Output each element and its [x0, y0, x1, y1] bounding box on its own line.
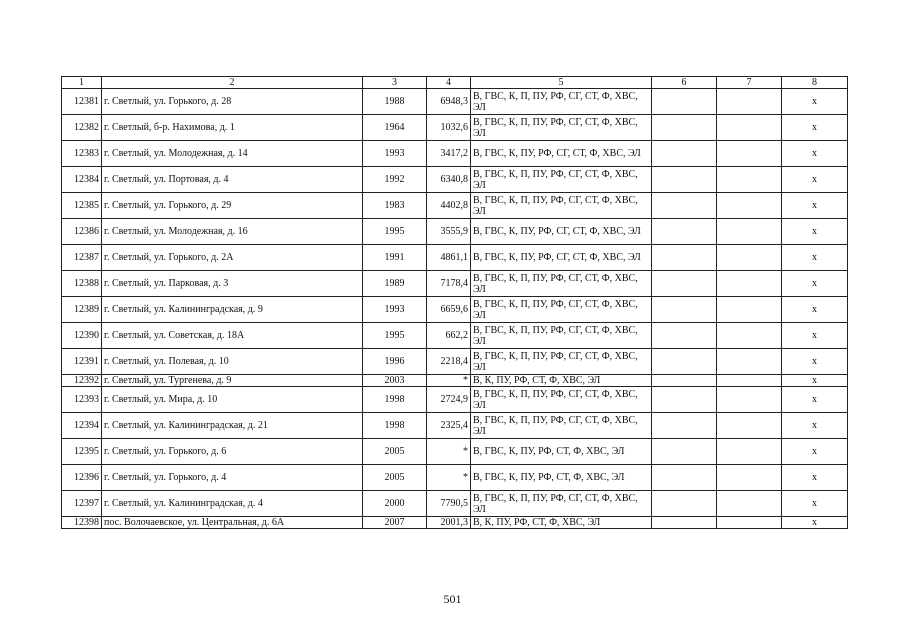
page-number: 501: [443, 592, 462, 606]
systems-cell: В, ГВС, К, П, ПУ, РФ, СГ, СТ, Ф, ХВС, ЭЛ: [471, 271, 652, 297]
area-cell: 662,2: [427, 323, 471, 349]
col8-mark-cell: х: [782, 141, 848, 167]
address-cell: г. Светлый, ул. Калининградская, д. 21: [102, 413, 363, 439]
area-cell: 2218,4: [427, 349, 471, 375]
year-cell: 2005: [363, 465, 427, 491]
col7-cell: [717, 517, 782, 529]
systems-cell: В, К, ПУ, РФ, СТ, Ф, ХВС, ЭЛ: [471, 375, 652, 387]
col8-mark-cell: х: [782, 167, 848, 193]
address-cell: г. Светлый, ул. Горького, д. 4: [102, 465, 363, 491]
table-row: [62, 349, 848, 375]
systems-cell: В, ГВС, К, ПУ, РФ, СГ, СТ, Ф, ХВС, ЭЛ: [471, 245, 652, 271]
col6-cell: [652, 115, 717, 141]
col8-mark-cell: х: [782, 89, 848, 115]
row-number-cell: 12387: [62, 245, 102, 271]
systems-cell: В, ГВС, К, ПУ, РФ, СТ, Ф, ХВС, ЭЛ: [471, 465, 652, 491]
address-cell: г. Светлый, б-р. Нахимова, д. 1: [102, 115, 363, 141]
row-number-cell: 12394: [62, 413, 102, 439]
col7-cell: [717, 323, 782, 349]
year-cell: 1991: [363, 245, 427, 271]
table-body: [62, 89, 848, 529]
systems-cell: В, ГВС, К, ПУ, РФ, СГ, СТ, Ф, ХВС, ЭЛ: [471, 141, 652, 167]
year-cell: 1995: [363, 323, 427, 349]
housing-register-table: [61, 76, 848, 529]
col7-cell: [717, 245, 782, 271]
row-number-cell: 12396: [62, 465, 102, 491]
area-cell: 6948,3: [427, 89, 471, 115]
table-row: [62, 219, 848, 245]
col8-mark-cell: х: [782, 245, 848, 271]
year-cell: 1988: [363, 89, 427, 115]
systems-cell: В, ГВС, К, П, ПУ, РФ, СГ, СТ, Ф, ХВС, ЭЛ: [471, 193, 652, 219]
row-number-cell: 12386: [62, 219, 102, 245]
row-number-cell: 12389: [62, 297, 102, 323]
systems-cell: В, ГВС, К, П, ПУ, РФ, СГ, СТ, Ф, ХВС, ЭЛ: [471, 167, 652, 193]
table-row: [62, 387, 848, 413]
header-col-7: 7: [717, 77, 782, 89]
year-cell: 1998: [363, 387, 427, 413]
year-cell: 1996: [363, 349, 427, 375]
row-number-cell: 12398: [62, 517, 102, 529]
col8-mark-cell: х: [782, 193, 848, 219]
col7-cell: [717, 141, 782, 167]
address-cell: г. Светлый, ул. Портовая, д. 4: [102, 167, 363, 193]
systems-cell: В, ГВС, К, П, ПУ, РФ, СГ, СТ, Ф, ХВС, ЭЛ: [471, 491, 652, 517]
table-row: [62, 115, 848, 141]
table-row: [62, 245, 848, 271]
systems-cell: В, ГВС, К, П, ПУ, РФ, СГ, СТ, Ф, ХВС, ЭЛ: [471, 323, 652, 349]
area-cell: 6340,8: [427, 167, 471, 193]
col6-cell: [652, 465, 717, 491]
systems-cell: В, ГВС, К, ПУ, РФ, СТ, Ф, ХВС, ЭЛ: [471, 439, 652, 465]
area-cell: 2325,4: [427, 413, 471, 439]
col6-cell: [652, 297, 717, 323]
systems-cell: В, ГВС, К, ПУ, РФ, СГ, СТ, Ф, ХВС, ЭЛ: [471, 219, 652, 245]
row-number-cell: 12388: [62, 271, 102, 297]
row-number-cell: 12391: [62, 349, 102, 375]
table-row: [62, 89, 848, 115]
col6-cell: [652, 141, 717, 167]
table-row: [62, 297, 848, 323]
address-cell: г. Светлый, ул. Молодежная, д. 14: [102, 141, 363, 167]
address-cell: г. Светлый, ул. Калининградская, д. 4: [102, 491, 363, 517]
address-cell: г. Светлый, ул. Полевая, д. 10: [102, 349, 363, 375]
col7-cell: [717, 297, 782, 323]
systems-cell: В, ГВС, К, П, ПУ, РФ, СГ, СТ, Ф, ХВС, ЭЛ: [471, 297, 652, 323]
col7-cell: [717, 167, 782, 193]
systems-cell: В, К, ПУ, РФ, СТ, Ф, ХВС, ЭЛ: [471, 517, 652, 529]
col8-mark-cell: х: [782, 413, 848, 439]
row-number-cell: 12390: [62, 323, 102, 349]
year-cell: 2000: [363, 491, 427, 517]
col8-mark-cell: х: [782, 115, 848, 141]
row-number-cell: 12385: [62, 193, 102, 219]
year-cell: 1989: [363, 271, 427, 297]
year-cell: 1983: [363, 193, 427, 219]
area-cell: *: [427, 465, 471, 491]
col7-cell: [717, 413, 782, 439]
address-cell: г. Светлый, ул. Мира, д. 10: [102, 387, 363, 413]
year-cell: 1998: [363, 413, 427, 439]
header-col-1: 1: [62, 77, 102, 89]
col6-cell: [652, 349, 717, 375]
header-col-3: 3: [363, 77, 427, 89]
col6-cell: [652, 387, 717, 413]
address-cell: г. Светлый, ул. Горького, д. 29: [102, 193, 363, 219]
col8-mark-cell: х: [782, 271, 848, 297]
header-col-4: 4: [427, 77, 471, 89]
systems-cell: В, ГВС, К, П, ПУ, РФ, СГ, СТ, Ф, ХВС, ЭЛ: [471, 387, 652, 413]
year-cell: 2005: [363, 439, 427, 465]
systems-cell: В, ГВС, К, П, ПУ, РФ, СГ, СТ, Ф, ХВС, ЭЛ: [471, 115, 652, 141]
area-cell: *: [427, 439, 471, 465]
systems-cell: В, ГВС, К, П, ПУ, РФ, СГ, СТ, Ф, ХВС, ЭЛ: [471, 89, 652, 115]
col7-cell: [717, 491, 782, 517]
row-number-cell: 12397: [62, 491, 102, 517]
systems-cell: В, ГВС, К, П, ПУ, РФ, СГ, СТ, Ф, ХВС, ЭЛ: [471, 349, 652, 375]
year-cell: 1993: [363, 297, 427, 323]
address-cell: г. Светлый, ул. Горького, д. 28: [102, 89, 363, 115]
year-cell: 2007: [363, 517, 427, 529]
col7-cell: [717, 349, 782, 375]
col7-cell: [717, 465, 782, 491]
table-row: [62, 141, 848, 167]
row-number-cell: 12395: [62, 439, 102, 465]
table-row: [62, 413, 848, 439]
row-number-cell: 12384: [62, 167, 102, 193]
address-cell: пос. Волочаевское, ул. Центральная, д. 6А: [102, 517, 363, 529]
header-col-6: 6: [652, 77, 717, 89]
systems-cell: В, ГВС, К, П, ПУ, РФ, СГ, СТ, Ф, ХВС, ЭЛ: [471, 413, 652, 439]
area-cell: 6659,6: [427, 297, 471, 323]
row-number-cell: 12393: [62, 387, 102, 413]
col8-mark-cell: х: [782, 297, 848, 323]
area-cell: 3417,2: [427, 141, 471, 167]
address-cell: г. Светлый, ул. Горького, д. 6: [102, 439, 363, 465]
table-row: [62, 375, 848, 387]
col8-mark-cell: х: [782, 349, 848, 375]
year-cell: 1993: [363, 141, 427, 167]
col8-mark-cell: х: [782, 517, 848, 529]
table-row: [62, 167, 848, 193]
col6-cell: [652, 413, 717, 439]
address-cell: г. Светлый, ул. Советская, д. 18А: [102, 323, 363, 349]
year-cell: 1995: [363, 219, 427, 245]
col8-mark-cell: х: [782, 439, 848, 465]
header-col-2: 2: [102, 77, 363, 89]
header-col-8: 8: [782, 77, 848, 89]
address-cell: г. Светлый, ул. Тургенева, д. 9: [102, 375, 363, 387]
table-row: [62, 193, 848, 219]
col7-cell: [717, 271, 782, 297]
header-row: [62, 77, 848, 89]
col8-mark-cell: х: [782, 465, 848, 491]
col8-mark-cell: х: [782, 491, 848, 517]
col6-cell: [652, 271, 717, 297]
area-cell: *: [427, 375, 471, 387]
area-cell: 7178,4: [427, 271, 471, 297]
area-cell: 2001,3: [427, 517, 471, 529]
col8-mark-cell: х: [782, 375, 848, 387]
col8-mark-cell: х: [782, 387, 848, 413]
col6-cell: [652, 219, 717, 245]
address-cell: г. Светлый, ул. Парковая, д. 3: [102, 271, 363, 297]
area-cell: 1032,6: [427, 115, 471, 141]
year-cell: 2003: [363, 375, 427, 387]
col6-cell: [652, 375, 717, 387]
table-row: [62, 491, 848, 517]
area-cell: 2724,9: [427, 387, 471, 413]
col6-cell: [652, 193, 717, 219]
area-cell: 4402,8: [427, 193, 471, 219]
row-number-cell: 12383: [62, 141, 102, 167]
col8-mark-cell: х: [782, 323, 848, 349]
col7-cell: [717, 115, 782, 141]
col6-cell: [652, 245, 717, 271]
address-cell: г. Светлый, ул. Молодежная, д. 16: [102, 219, 363, 245]
header-col-5: 5: [471, 77, 652, 89]
address-cell: г. Светлый, ул. Горького, д. 2А: [102, 245, 363, 271]
col6-cell: [652, 439, 717, 465]
table-row: [62, 517, 848, 529]
col7-cell: [717, 193, 782, 219]
col7-cell: [717, 439, 782, 465]
area-cell: 7790,5: [427, 491, 471, 517]
col8-mark-cell: х: [782, 219, 848, 245]
col7-cell: [717, 375, 782, 387]
col6-cell: [652, 167, 717, 193]
col6-cell: [652, 89, 717, 115]
col6-cell: [652, 491, 717, 517]
table-row: [62, 323, 848, 349]
col7-cell: [717, 387, 782, 413]
table-row: [62, 271, 848, 297]
row-number-cell: 12392: [62, 375, 102, 387]
row-number-cell: 12381: [62, 89, 102, 115]
col6-cell: [652, 517, 717, 529]
table-row: [62, 465, 848, 491]
address-cell: г. Светлый, ул. Калининградская, д. 9: [102, 297, 363, 323]
area-cell: 4861,1: [427, 245, 471, 271]
col7-cell: [717, 89, 782, 115]
year-cell: 1992: [363, 167, 427, 193]
area-cell: 3555,9: [427, 219, 471, 245]
row-number-cell: 12382: [62, 115, 102, 141]
table-header: [62, 77, 848, 89]
table-row: [62, 439, 848, 465]
col7-cell: [717, 219, 782, 245]
year-cell: 1964: [363, 115, 427, 141]
col6-cell: [652, 323, 717, 349]
